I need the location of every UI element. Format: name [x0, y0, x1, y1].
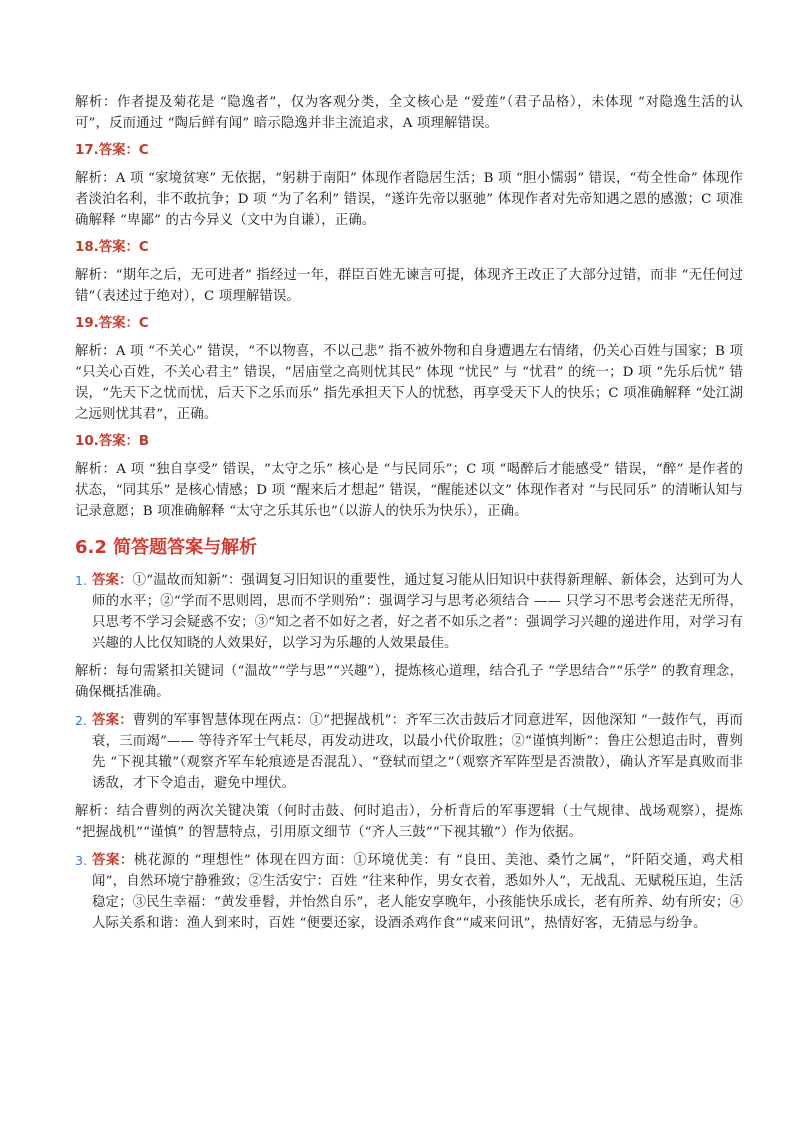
question-number: 17.: [75, 143, 99, 158]
section-heading: 6.2 简答题答案与解析: [75, 537, 258, 558]
mc-item-18: [75, 238, 743, 307]
document-page: [75, 92, 743, 941]
answer-paragraph: [92, 570, 743, 654]
answer-label: 答案：: [98, 316, 139, 331]
explanation: 解析：“期年之后，无可进者” 指经过一年，群臣百姓无谏言可提，体现齐王改正了大部分过错，而非 “无任何过错”（表述过于绝对），C 项理解错误。: [75, 268, 743, 304]
answer-line: [75, 238, 743, 258]
short-answer-item-2: [75, 710, 743, 794]
answer-line: [75, 141, 743, 161]
answer-value: B: [138, 434, 150, 449]
answer-line: [75, 432, 743, 452]
list-index: 3.: [75, 853, 87, 868]
short-explanation-1: 解析：每句需紧扣关键词（“温故”“学与思”“兴趣”），提炼核心道理，结合孔子 “学思结合”“乐学” 的教育理念，确保概括准确。: [75, 664, 743, 700]
answer-label: 答案：: [98, 434, 139, 449]
short-answer-item-1: [75, 570, 743, 654]
short-answer-list: [75, 850, 743, 934]
answer-paragraph: [92, 710, 743, 794]
answer-value: C: [138, 316, 149, 331]
answer-label: 答案：: [92, 713, 133, 728]
explanation: 解析：A 项 “不关心” 错误，“不以物喜，不以己悲” 指不被外物和自身遭遇左右情绪，仍关心百姓与国家；B 项 “只关心百姓，不关心君主” 错误，“居庙堂之高则忧其民” 体现 “忧民” 与 “忧君” 的统一；D 项 “先乐后忧” 错误，“先天下之忧而忧，后天下之乐而乐” 指先承担天下人的忧愁，再享受天下人的快乐；C 项准确解释 “处江湖之远则忧其君”，正确。: [75, 344, 743, 422]
question-number: 10.: [75, 434, 99, 449]
list-index: 1.: [75, 573, 87, 588]
short-answer-list: [75, 710, 743, 794]
answer-paragraph: [92, 850, 743, 934]
short-explanation-2: 解析：结合曹刿的两次关键决策（何时击鼓、何时追击），分析背后的军事逻辑（士气规律、战场观察），提炼 “把握战机”“谨慎” 的智慧特点，引用原文细节（“齐人三鼓”“下视其辙”）作为依据。: [75, 804, 743, 840]
list-index: 2.: [75, 713, 87, 728]
answer-text: 曹刿的军事智慧体现在两点：①“把握战机”：齐军三次击鼓后才同意进军，因他深知 “一鼓作气，再而衰，三而竭”—— 等待齐军士气耗尽，再发动进攻，以最小代价取胜；②“谨慎判断”：鲁庄公想追击时，曹刿先 “下视其辙”（观察齐军车轮痕迹是否混乱）、“登轼而望之”（观察齐军阵型是否溃散），确认齐军是真败而非诱敌，才下令追击，避免中埋伏。: [92, 713, 744, 791]
answer-label: 答案：: [92, 573, 133, 588]
mc-item-19: [75, 314, 743, 425]
answer-value: C: [138, 143, 149, 158]
answer-label: 答案：: [98, 240, 139, 255]
answer-label: 答案：: [98, 143, 139, 158]
answer-text: 桃花源的 “理想性” 体现在四方面：①环境优美：有 “良田、美池、桑竹之属”，“阡陌交通，鸡犬相闻”，自然环境宁静雅致；②生活安宁：百姓 “往来种作，男女衣着，悉如外人”，无战乱、无赋税压迫，生活稳定；③民生幸福：“黄发垂髫，并怡然自乐”，老人能安享晚年，小孩能快乐成长，老有所养、幼有所安；④人际关系和谐：渔人到来时，百姓 “便要还家，设酒杀鸡作食”“咸来问讯”，热情好客，无猜忌与纷争。: [92, 853, 743, 931]
answer-line: [75, 314, 743, 334]
explanation: 解析：A 项 “家境贫寒” 无依据，“躬耕于南阳” 体现作者隐居生活；B 项 “胆小懦弱” 错误，“苟全性命” 体现作者淡泊名利，非不敢抗争；D 项 “为了名利” 错误，“遂许先帝以驱驰” 体现作者对先帝知遇之恩的感激；C 项准确解释 “卑鄙” 的古今异义（文中为自谦），正确。: [75, 171, 743, 228]
mc-item-10: [75, 432, 743, 522]
question-number: 18.: [75, 240, 99, 255]
answer-text: ①“温故而知新”：强调复习旧知识的重要性，通过复习能从旧知识中获得新理解、新体会，达到可为人师的水平；②“学而不思则罔，思而不学则殆”：强调学习与思考必须结合 —— 只学习不思考会迷茫无所得，只思考不学习会疑惑不安；③“知之者不如好之者，好之者不如乐之者”：强调学习兴趣的递进作用，对学习有兴趣的人比仅知晓的人效果好，以学习为乐趣的人效果最佳。: [92, 573, 744, 651]
prev-explanation: 解析：作者提及菊花是 “隐逸者”，仅为客观分类，全文核心是 “爱莲”（君子品格），未体现 “对隐逸生活的认可”，反而通过 “陶后鲜有闻” 暗示隐逸并非主流追求，A 项理解错误。: [75, 95, 743, 131]
answer-label: 答案：: [92, 853, 134, 868]
answer-value: C: [138, 240, 149, 255]
question-number: 19.: [75, 316, 99, 331]
mc-item-17: [75, 141, 743, 231]
short-answer-item-3: [75, 850, 743, 934]
explanation: 解析：A 项 “独自享受” 错误，“太守之乐” 核心是 “与民同乐”；C 项 “喝醉后才能感受” 错误，“醉” 是作者的状态，“同其乐” 是核心情感；D 项 “醒来后才想起” 错误，“醒能述以文” 体现作者对 “与民同乐” 的清晰认知与记录意愿；B 项准确解释 “太守之乐其乐也”（以游人的快乐为快乐），正确。: [75, 462, 743, 519]
short-answer-list: [75, 570, 743, 654]
